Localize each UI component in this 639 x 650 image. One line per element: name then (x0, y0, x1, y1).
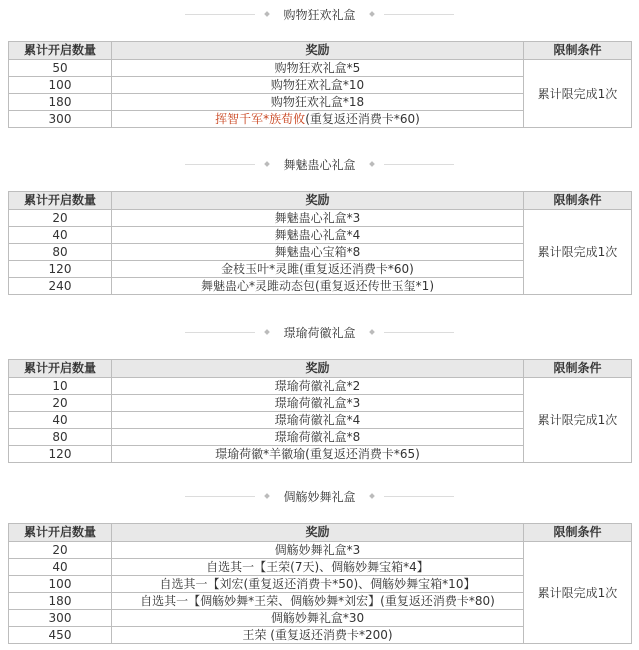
header-count: 累计开启数量 (9, 360, 112, 378)
section-title-text: 倜觞妙舞礼盒 (283, 489, 356, 504)
table-row: 100 购物狂欢礼盒*10 (9, 77, 632, 94)
table-row: 450 王荣 (重复返还消费卡*200) (9, 627, 632, 644)
diamond-icon (265, 161, 271, 167)
diamond-icon (369, 11, 375, 17)
limit-cell: 累计限完成1次 (524, 378, 632, 463)
table-row: 20 舞魅蛊心礼盒*3 累计限完成1次 (9, 210, 632, 227)
header-count: 累计开启数量 (9, 192, 112, 210)
table-row: 100 自选其一【刘宏(重复返还消费卡*50)、倜觞妙舞宝箱*10】 (9, 576, 632, 593)
table-row: 300 挥智千军*族荀攸(重复返还消费卡*60) (9, 111, 632, 128)
header-limit: 限制条件 (524, 42, 632, 60)
section-title-text: 购物狂欢礼盒 (283, 7, 356, 22)
table-row: 180 购物狂欢礼盒*18 (9, 94, 632, 111)
diamond-icon (369, 493, 375, 499)
table-row: 20 璟瑜荷徽礼盒*3 (9, 395, 632, 412)
limit-cell: 累计限完成1次 (524, 60, 632, 128)
table-row: 50 购物狂欢礼盒*5 累计限完成1次 (9, 60, 632, 77)
section-title-text: 璟瑜荷徽礼盒 (283, 325, 356, 340)
header-limit: 限制条件 (524, 524, 632, 542)
section-title-jade (0, 322, 639, 342)
divider-line (384, 332, 454, 333)
table-row: 40 璟瑜荷徽礼盒*4 (9, 412, 632, 429)
reward-table-jade (8, 359, 632, 463)
divider-line (185, 14, 255, 15)
divider-line (384, 14, 454, 15)
table-row: 120 金枝玉叶*灵雎(重复返还消费卡*60) (9, 261, 632, 278)
table-row: 40 舞魅蛊心礼盒*4 (9, 227, 632, 244)
section-title-dance2 (0, 486, 639, 506)
divider-line (185, 332, 255, 333)
diamond-icon (369, 329, 375, 335)
section-title-dance (0, 154, 639, 174)
table-row: 240 舞魅蛊心*灵雎动态包(重复返还传世玉玺*1) (9, 278, 632, 295)
table-row: 80 舞魅蛊心宝箱*8 (9, 244, 632, 261)
table-row: 10 璟瑜荷徽礼盒*2 累计限完成1次 (9, 378, 632, 395)
table-row: 300 倜觞妙舞礼盒*30 (9, 610, 632, 627)
header-count: 累计开启数量 (9, 524, 112, 542)
reward-table-dance2 (8, 523, 632, 644)
divider-line (185, 164, 255, 165)
highlight-reward: 挥智千军*族荀攸 (215, 112, 306, 126)
limit-cell: 累计限完成1次 (524, 542, 632, 644)
table-row: 120 璟瑜荷徽*羊徽瑜(重复返还消费卡*65) (9, 446, 632, 463)
divider-line (384, 496, 454, 497)
header-count: 累计开启数量 (9, 42, 112, 60)
limit-cell: 累计限完成1次 (524, 210, 632, 295)
table-row: 40 自选其一【王荣(7天)、倜觞妙舞宝箱*4】 (9, 559, 632, 576)
header-reward: 奖励 (112, 360, 524, 378)
header-reward: 奖励 (112, 42, 524, 60)
diamond-icon (265, 493, 271, 499)
table-row: 180 自选其一【倜觞妙舞*王荣、倜觞妙舞*刘宏】(重复返还消费卡*80) (9, 593, 632, 610)
header-reward: 奖励 (112, 524, 524, 542)
table-row: 80 璟瑜荷徽礼盒*8 (9, 429, 632, 446)
section-title-shopping (0, 4, 639, 24)
reward-table-dance (8, 191, 632, 295)
divider-line (384, 164, 454, 165)
header-limit: 限制条件 (524, 360, 632, 378)
header-reward: 奖励 (112, 192, 524, 210)
divider-line (185, 496, 255, 497)
header-limit: 限制条件 (524, 192, 632, 210)
diamond-icon (265, 329, 271, 335)
section-title-text: 舞魅蛊心礼盒 (283, 157, 356, 172)
reward-table-shopping (8, 41, 632, 128)
diamond-icon (369, 161, 375, 167)
table-row: 20 倜觞妙舞礼盒*3 累计限完成1次 (9, 542, 632, 559)
diamond-icon (265, 11, 271, 17)
